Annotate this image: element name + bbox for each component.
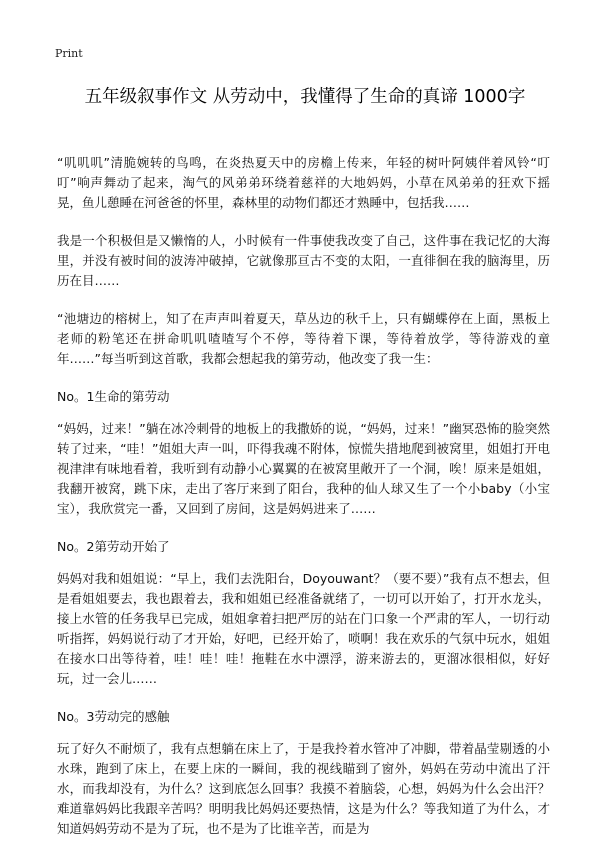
- paragraph: 玩了好久不耐烦了，我有点想躺在床上了，于是我拎着水管冲了冲脚，带着晶莹剔透的小水珠，跑到了床上，在要上床的一瞬间，我的视线瞄到了窗外，妈妈在劳动中流出了汗水，而我却没有，为什么？这到底怎么回事？我摸不着脑袋，心想，妈妈为什么会出汗？难道靠妈妈比我跟辛苦吗？明明我比妈妈还要热情，这是为什么？等我知道了为什么，才知道妈妈劳动不是为了玩，也不是为了比谁辛苦，而是为: [57, 741, 550, 836]
- paragraph: 我是一个积极但是又懒惰的人，小时候有一件事使我改变了自己，这件事在我记忆的大海里，并没有被时间的波涛冲破掉，它就像那亘古不变的太阳，一直徘徊在我的脑海里，历历在目……: [57, 233, 550, 288]
- section-heading: No。2第劳动开始了: [57, 539, 170, 554]
- paragraph: “池塘边的榕树上，知了在声声叫着夏天，草丛边的秋千上，只有蝴蝶停在上面，黑板上老师的粉笔还在拼命叽叽喳喳写个不停，等待着下课，等待着放学，等待游戏的童年……”每当听到这首歌，我都会想起我的第劳动，他改变了我一生：: [57, 311, 550, 366]
- paragraph: “妈妈，过来！”躺在冰冷刺骨的地板上的我撒娇的说，“妈妈，过来！”幽冥恐怖的脸突然转了过来，“哇！”姐姐大声一叫，吓得我魂不附体，惊慌失措地爬到被窝里，姐姐打开电视津津有味地看着，我听到有动静小心翼翼的在被窝里敞开了一个洞，唉！原来是姐姐，我翻开被窝，跳下床，走出了客厅来到了阳台，我种的仙人球又生了一个小baby（小宝宝），我欣赏完一番，又回到了房间，这是妈妈进来了……: [57, 421, 550, 516]
- article-body: [57, 153, 550, 857]
- paragraph: “叽叽叽”清脆婉转的鸟鸣，在炎热夏天中的房檐上传来，年轻的树叶阿姨伴着风铃“叮叮”响声舞动了起来，淘气的风弟弟环绕着慈祥的大地妈妈，小草在风弟弟的狂欢下摇晃，鱼儿憩睡在河爸爸的怀里，森林里的动物们都还才熟睡中，包括我……: [57, 155, 550, 210]
- article-title: 五年级叙事作文 从劳动中，我懂得了生命的真谛 1000字: [84, 87, 526, 107]
- section-heading: No。3劳动完的感触: [57, 709, 170, 724]
- section-heading: No。1生命的第劳动: [57, 389, 170, 404]
- print-link[interactable]: Print: [55, 47, 83, 60]
- paragraph: 妈妈对我和姐姐说：“早上，我们去洗阳台，Doyouwant？（要不要）”我有点不想去，但是看姐姐要去，我也跟着去，我和姐姐已经准备就绪了，一切可以开始了，打开水龙头，接上水管的任务我早已完成，姐姐拿着扫把严厉的站在门口象一个严肃的军人，一切行动听指挥，妈妈说行动了才开始，好吧，已经开始了，唢啊！我在欢乐的气氛中玩水，姐姐在接水口出等待着，哇！哇！哇！拖鞋在水中漂浮，游来游去的，更溜冰很相似，好好玩，过一会儿……: [57, 571, 550, 686]
